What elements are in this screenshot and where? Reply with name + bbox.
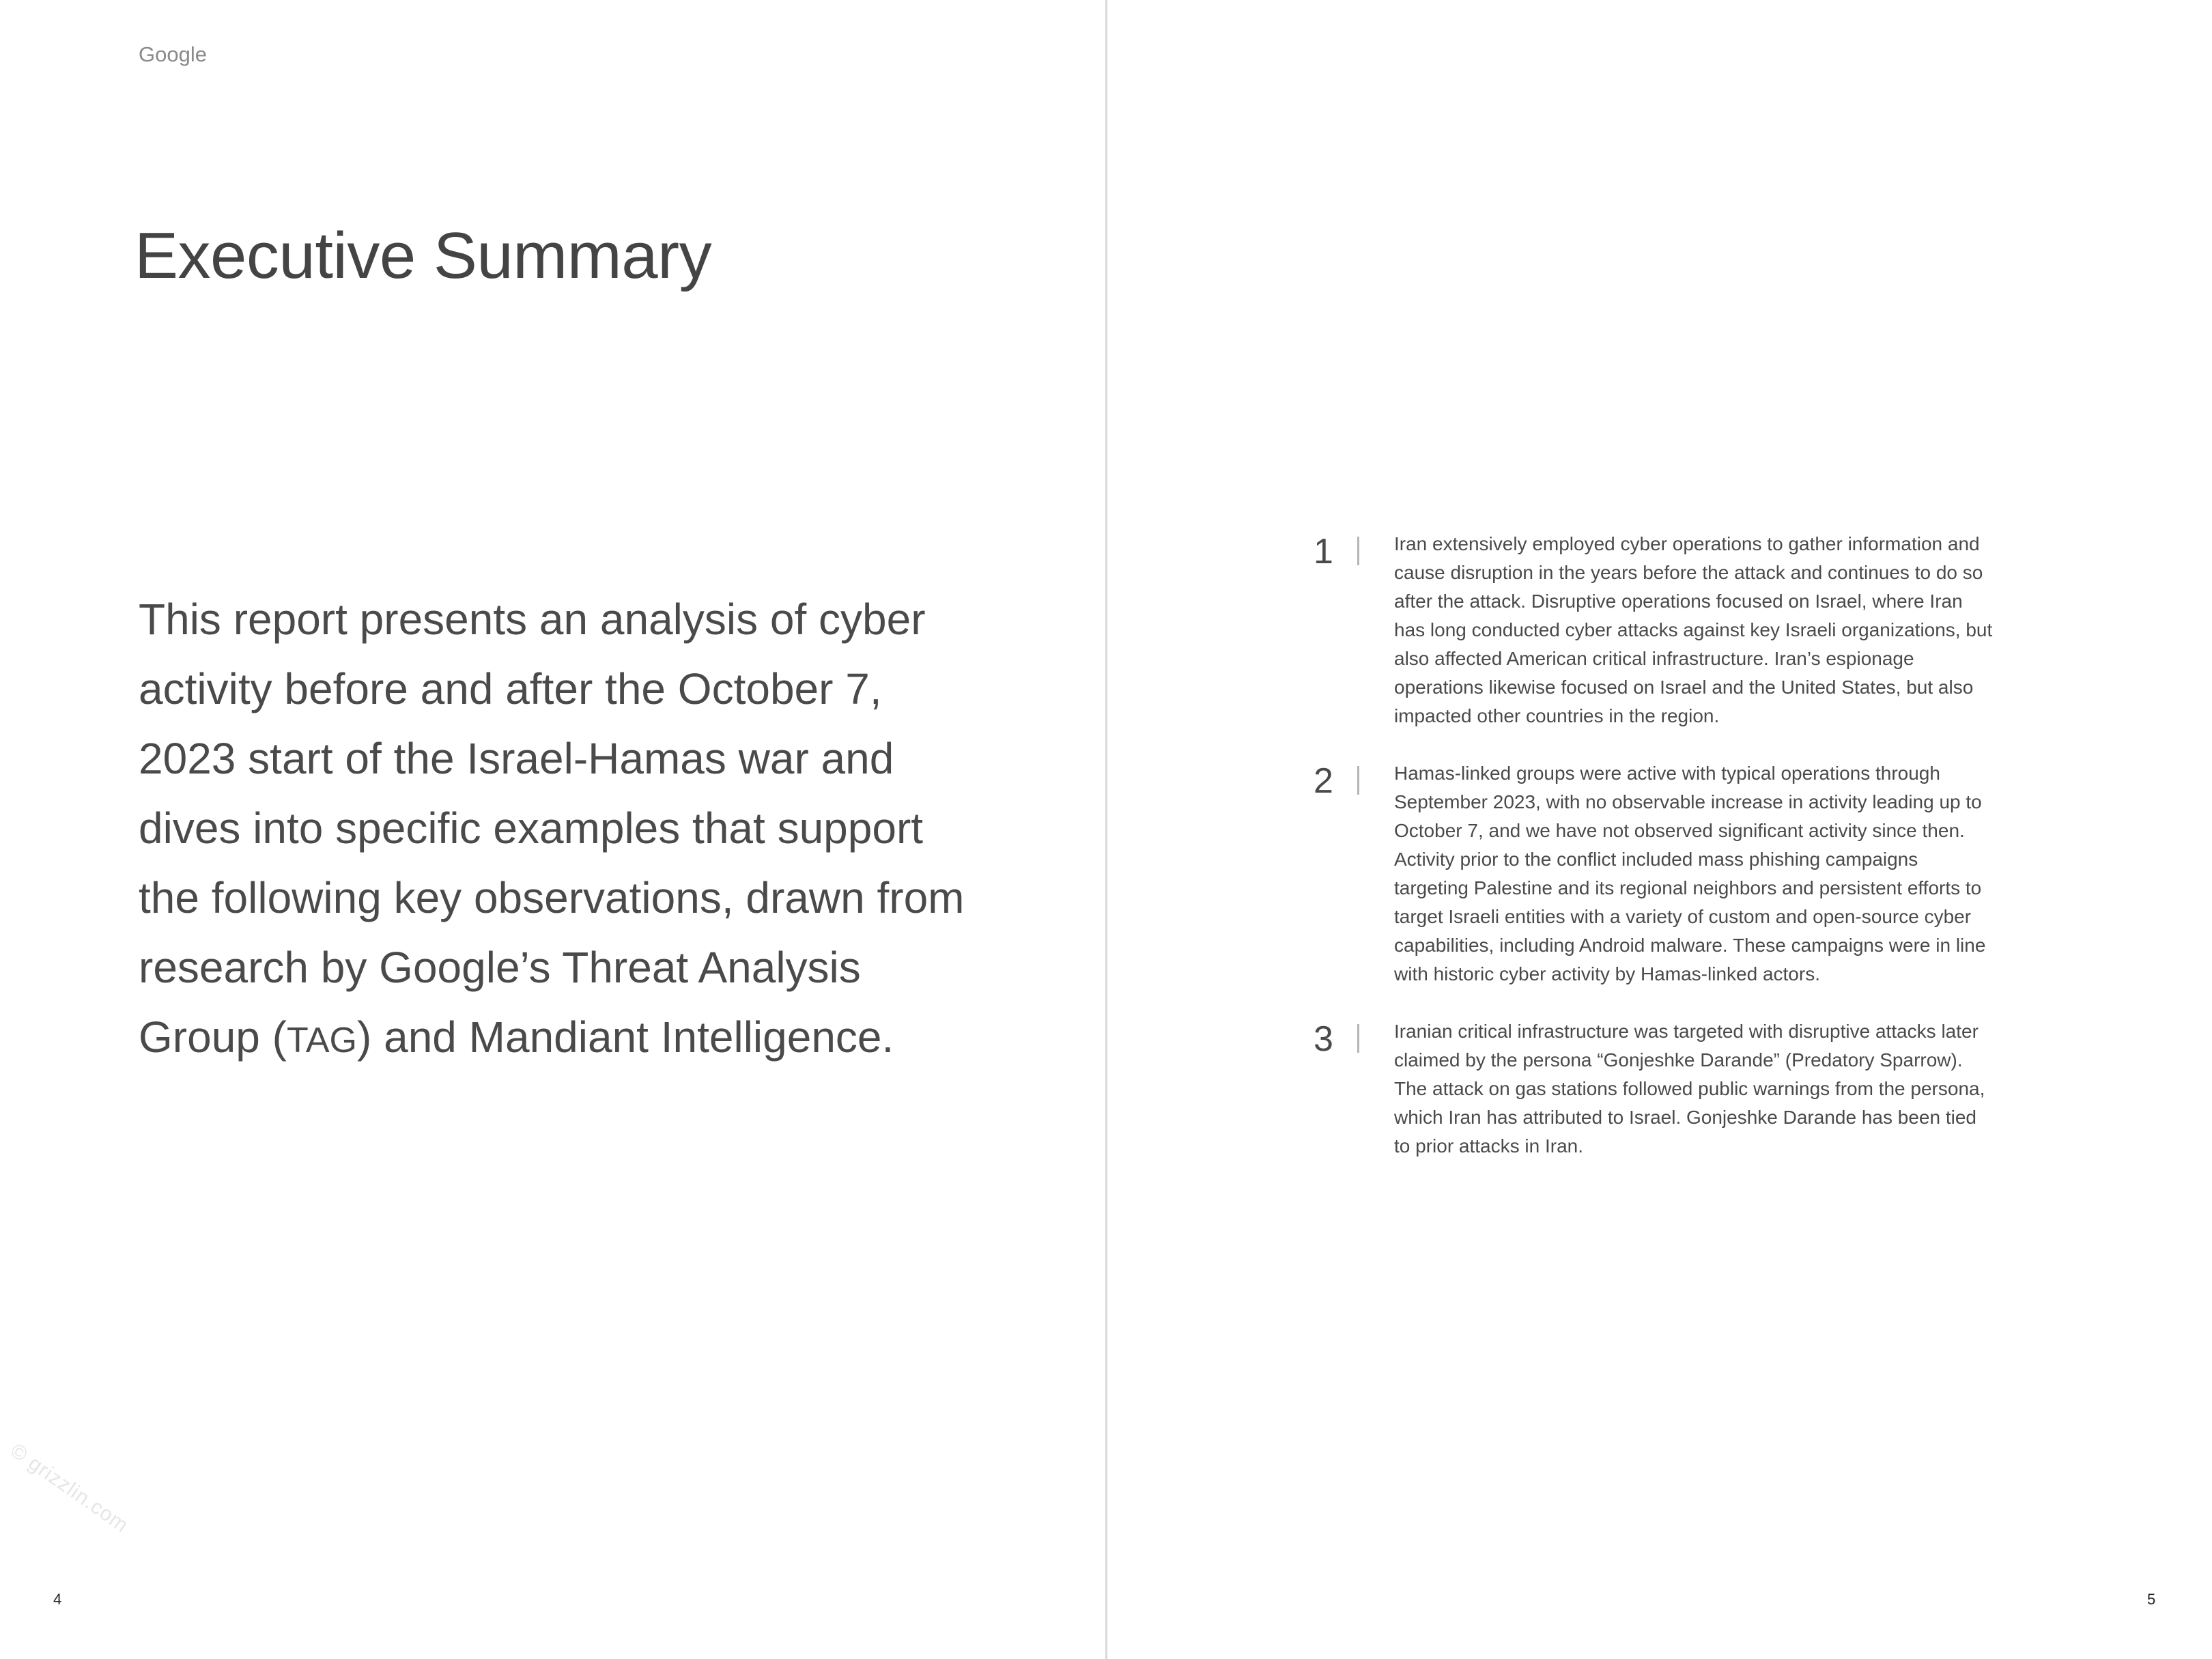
observation-item (1314, 759, 1996, 989)
tag-abbreviation: TAG (286, 1021, 358, 1060)
observation-item (1314, 1017, 1996, 1161)
observation-divider (1357, 1024, 1359, 1053)
intro-paragraph (139, 584, 978, 1075)
observation-number: 1 (1314, 532, 1333, 571)
observation-divider (1357, 537, 1359, 565)
intro-text-end: ) and Mandiant Intelligence. (357, 1012, 894, 1062)
page-number-left: 4 (53, 1591, 62, 1608)
page-number-right: 5 (2147, 1591, 2156, 1608)
observation-text: Iranian critical infrastructure was targeted with disruptive attacks later claimed by the persona “Gonjeshke Darande” (Predatory Sparrow). The attack on gas stations followed public warnings from the persona, which Iran has attributed to Israel. Gonjeshke Darande has been tied to prior attacks in Iran. (1394, 1021, 1985, 1157)
observation-divider (1357, 766, 1359, 795)
observation-number: 2 (1314, 761, 1333, 801)
observation-number: 3 (1314, 1019, 1333, 1059)
observation-text: Iran extensively employed cyber operations to gather information and cause disruption in the years before the attack and continues to do so after the attack. Disruptive operations focused on Israel, where Iran has long conducted cyber attacks against key Israeli organizations, but also affected American critical infrastructure. Iran’s espionage operations likewise focused on Israel and the United States, but also impacted other countries in the region. (1394, 533, 1993, 726)
intro-text-start: This report presents an analysis of cyber activity before and after the October 7, 2023 start of the Israel-Hamas war and dives into specific examples that support the following key observations, drawn from research by Google’s Threat Analysis Group ( (139, 595, 965, 1062)
watermark: © grizzlin.com (6, 1439, 133, 1537)
observation-item (1314, 530, 1996, 731)
page-title: Executive Summary (134, 219, 712, 292)
observation-text: Hamas-linked groups were active with typical operations through September 2023, with no observable increase in activity leading up to October 7, and we have not observed significant activity since then. Activity prior to the conflict included mass phishing campaigns targeting Palestine and its regional neighbors and persistent efforts to target Israeli entities with a variety of custom and open-source cyber capabilities, including Android malware. These campaigns were in line with historic cyber activity by Hamas-linked actors. (1394, 763, 1986, 984)
key-observations-list (1314, 530, 1996, 1189)
google-logo: Google (139, 42, 207, 66)
